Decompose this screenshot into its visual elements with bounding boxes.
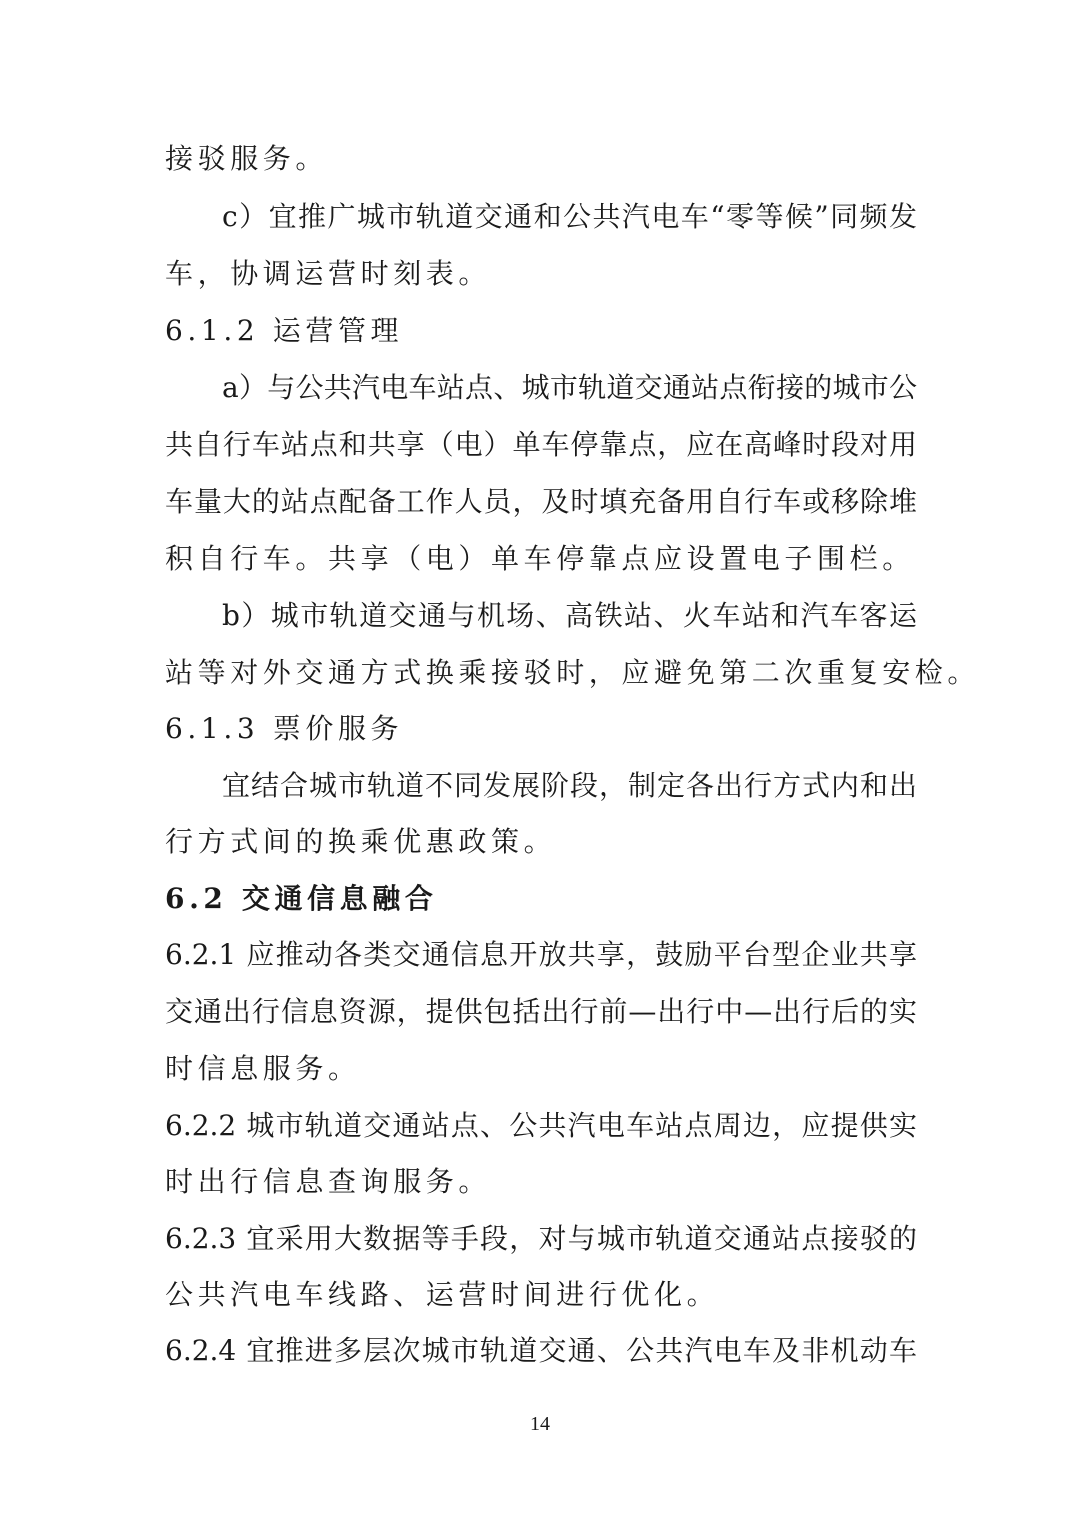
text-line: 6.2.2 城市轨道交通站点、公共汽电车站点周边，应提供实 [165, 1109, 917, 1142]
text-line: 接驳服务。 [165, 142, 329, 175]
text-line: 时出行信息查询服务。 [165, 1165, 492, 1198]
text-line: 行方式间的换乘优惠政策。 [165, 825, 557, 858]
page-number: 14 [530, 1413, 550, 1435]
text-line: 时信息服务。 [165, 1052, 361, 1085]
text-line: 交通出行信息资源，提供包括出行前—出行中—出行后的实 [165, 995, 917, 1028]
text-line: 6.2.4 宜推进多层次城市轨道交通、公共汽电车及非机动车 [165, 1334, 917, 1367]
section-heading: 6.1.3 票价服务 [165, 712, 404, 745]
text-line: a）与公共汽电车站点、城市轨道交通站点衔接的城市公 [222, 371, 917, 404]
text-line: 6.2.3 宜采用大数据等手段，对与城市轨道交通站点接驳的 [165, 1222, 917, 1255]
text-line: 积自行车。共享（电）单车停靠点应设置电子围栏。 [165, 542, 915, 575]
text-line: 宜结合城市轨道不同发展阶段，制定各出行方式内和出 [222, 769, 917, 802]
text-line: b）城市轨道交通与机场、高铁站、火车站和汽车客运 [222, 599, 917, 632]
section-heading: 6.1.2 运营管理 [165, 314, 404, 347]
text-line: 公共汽电车线路、运营时间进行优化。 [165, 1278, 720, 1311]
text-line: 车量大的站点配备工作人员，及时填充备用自行车或移除堆 [165, 485, 917, 518]
text-line: c）宜推广城市轨道交通和公共汽电车“零等候”同频发 [222, 200, 917, 233]
text-line: 车，协调运营时刻表。 [165, 257, 492, 290]
text-line: 站等对外交通方式换乘接驳时，应避免第二次重复安检。 [165, 656, 981, 689]
section-heading-bold: 6.2 交通信息融合 [165, 882, 438, 915]
text-line: 共自行车站点和共享（电）单车停靠点，应在高峰时段对用 [165, 428, 917, 461]
text-line: 6.2.1 应推动各类交通信息开放共享，鼓励平台型企业共享 [165, 938, 917, 971]
